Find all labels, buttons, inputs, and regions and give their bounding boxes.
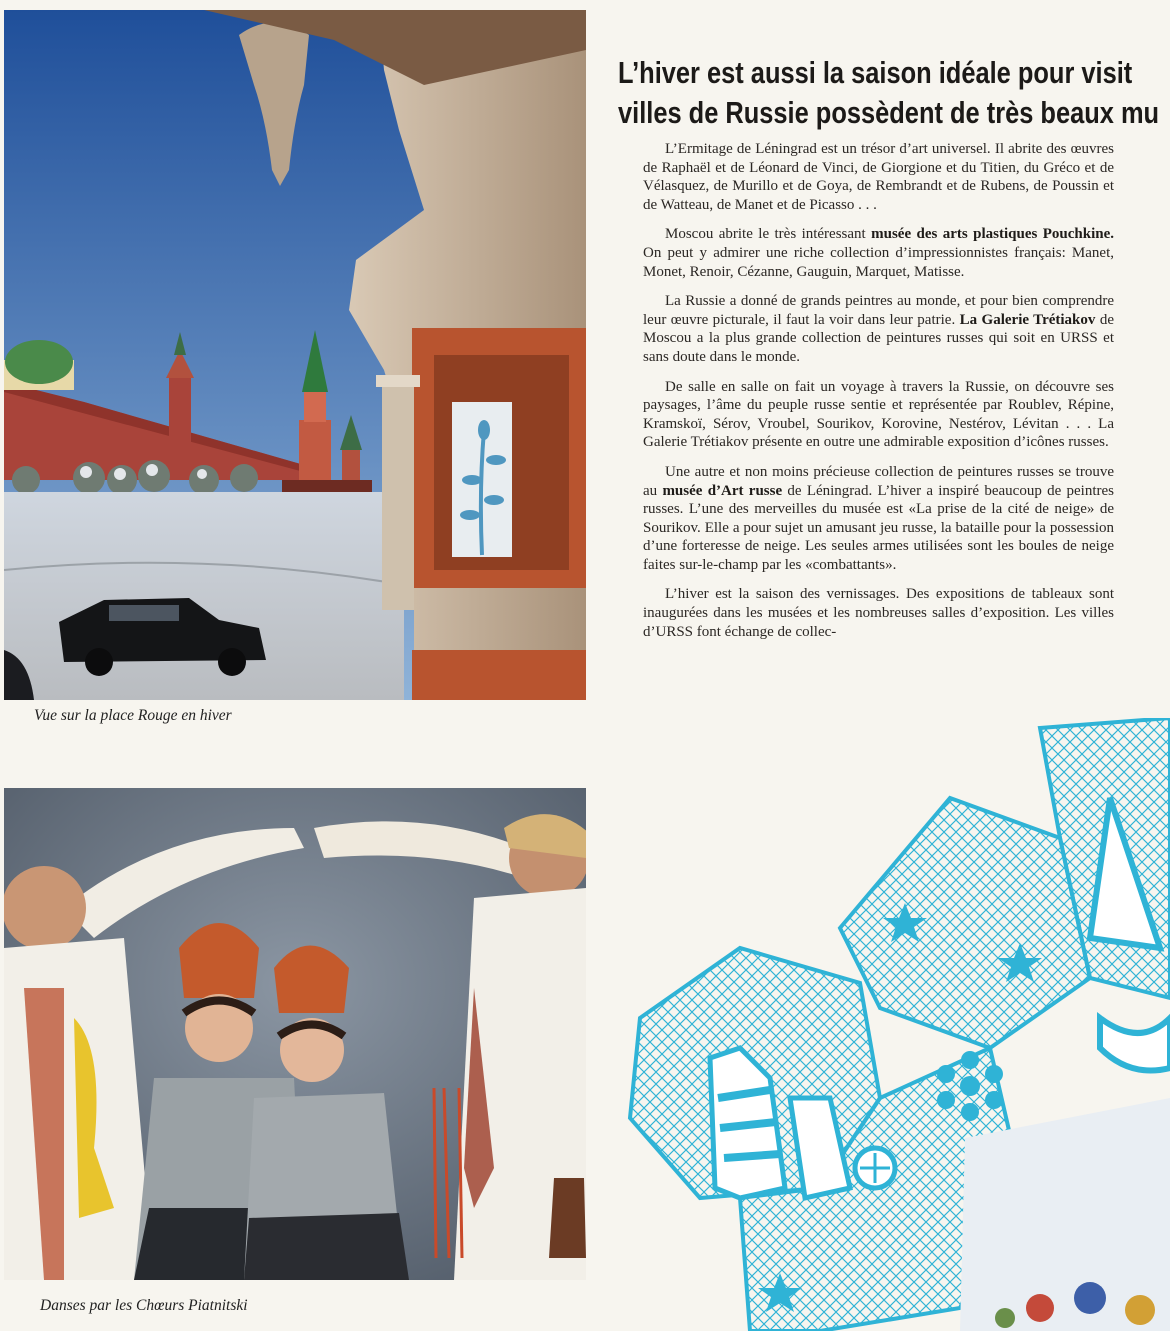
headline-line-1: L’hiver est aussi la saison idéale pour visit (618, 55, 1133, 90)
pushkin-museum-name: musée des arts plastiques Pouchkine. (871, 226, 1115, 243)
paragraph-pushkin-museum: Moscou abrite le très intéressant musée des arts plastiques Pouchkine. On peut y admirer une riche collection d’impressionnistes français: Manet, Monet, Renoir, Cézanne, Gauguin, Marquet, Matisse. (643, 226, 1115, 280)
lace-ornament (620, 718, 1170, 1331)
paragraph-russian-museum: Une autre et non moins précieuse collection de peintures russes se trouve au musée d’Art russe de Léningrad. L’hiver a inspiré beaucoup de peintres russes. L’une des merveilles du musée est «La prise de la cité de neige» de Sourikov. Elle a pour sujet un amusant jeu russe, la bataille pour la possession d’une forteresse de neige. Les seules armes utilisées sont les boules de neige faites sur-le-champ par les «combattants». (643, 463, 1114, 573)
dancers-photo (4, 788, 586, 1280)
headline-line-2: villes de Russie possèdent de très beaux mu (618, 95, 1160, 130)
dancers-caption: Danses par les Chœurs Piatnitski (40, 1297, 248, 1314)
red-square-caption: Vue sur la place Rouge en hiver (34, 707, 232, 724)
paragraph-painters: De salle en salle on fait un voyage à travers la Russie, on découvre ses paysages, l’âme du peuple russe sentie et représentée par Roublev, Répine, Kramskoï, Sérov, Vroubel, Sourikov, Korovine, Nestérov, Lévitan . . . La Galerie Trétiakov présente en outre une admirable exposition d’icônes russes. (643, 378, 1114, 451)
paragraph-hermitage: L’Ermitage de Léningrad est un trésor d’art universel. Il abrite des œuvres de Raphaël et de Léonard de Vinci, de Giorgione et du Titien, du Gréco et de Vélasquez, de Murillo et de Goya, de Rembrandt et de Rubens, de Poussin et de Watteau, de Manet et de Picasso . . . (643, 141, 1114, 213)
tretyakov-gallery-name: La Galerie Trétiakov (959, 311, 1096, 328)
red-square-photo (4, 10, 586, 700)
paragraph-exhibitions: L’hiver est la saison des vernissages. Des expositions de tableaux sont inaugurées dans les musées et les nombreuses salles d’exposition. Les villes d’URSS font échange de collec- (643, 586, 1114, 640)
article-body (643, 140, 1114, 652)
paragraph-tretyakov: La Russie a donné de grands peintres au monde, et pour bien comprendre leur œuvre picturale, il faut la voir dans leur patrie. La Galerie Trétiakov de Moscou a la plus grande collection de peintures russes qui soit en URSS et sans doute dans le monde. (643, 293, 1114, 365)
russian-museum-name: musée d’Art russe (662, 482, 783, 499)
headline (618, 53, 1170, 135)
